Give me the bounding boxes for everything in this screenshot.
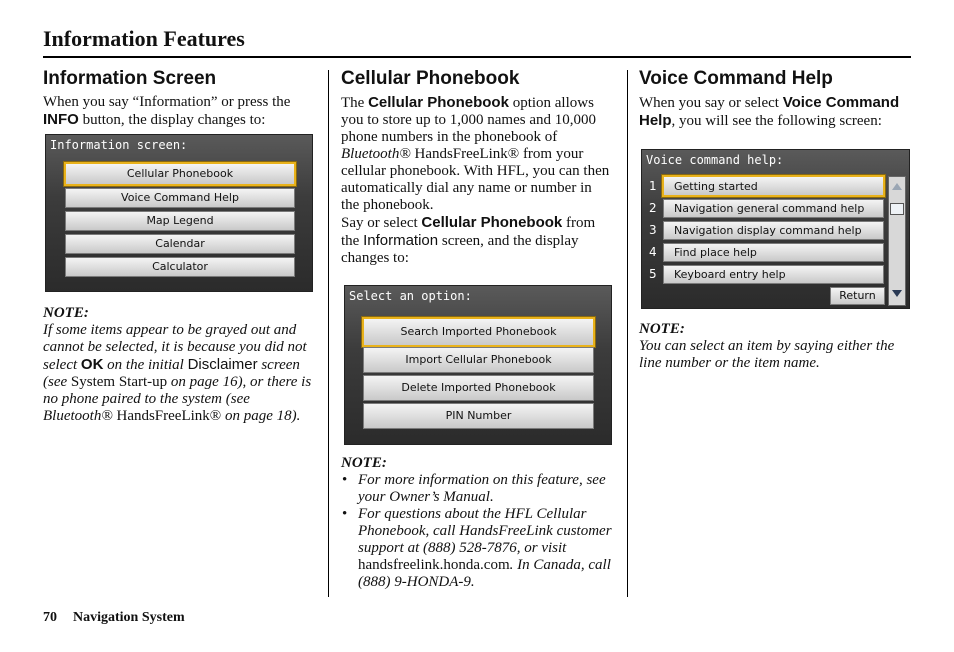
scroll-down-icon[interactable] xyxy=(892,290,902,297)
body-paragraph: When you say or select Voice Command Help, you will see the following screen: xyxy=(639,94,900,129)
line-number: 5 xyxy=(649,267,657,281)
information-screen-image xyxy=(45,134,313,292)
title-rule xyxy=(43,56,911,58)
column-voice-command-help xyxy=(639,68,911,130)
section-heading: Information Screen xyxy=(43,68,217,89)
note-block-1 xyxy=(43,305,318,425)
note-item: • For more information on this feature, see your Owner’s Manual. xyxy=(341,472,613,506)
footer-label: Navigation System xyxy=(73,610,185,625)
line-number: 1 xyxy=(649,179,657,193)
option-pin-number[interactable]: PIN Number xyxy=(363,403,594,429)
column-information-screen xyxy=(43,68,318,129)
section-heading: Cellular Phonebook xyxy=(341,68,520,89)
column-divider-1 xyxy=(328,70,329,597)
help-item-getting-started[interactable]: Getting started xyxy=(662,175,885,197)
screen-header: Select an option: xyxy=(349,289,472,303)
body-paragraph: Say or select Cellular Phonebook from the Information screen, and the display changes to: xyxy=(341,214,596,266)
note-text: You can select an item by saying either the line number or the item name. xyxy=(639,338,895,371)
menu-item-map-legend[interactable]: Map Legend xyxy=(65,211,295,231)
scroll-thumb[interactable] xyxy=(890,203,904,215)
voice-command-help-screen-image xyxy=(641,149,910,309)
note-heading: NOTE: xyxy=(639,321,685,337)
section-heading: Voice Command Help xyxy=(639,68,833,89)
option-import-cellular-phonebook[interactable]: Import Cellular Phonebook xyxy=(363,347,594,373)
help-item-find-place[interactable]: Find place help xyxy=(663,243,884,262)
note-heading: NOTE: xyxy=(341,455,387,471)
return-button[interactable]: Return xyxy=(830,287,885,305)
scroll-up-icon[interactable] xyxy=(892,183,902,190)
line-number: 3 xyxy=(649,223,657,237)
column-cellular-phonebook xyxy=(341,68,613,267)
note-text: If some items appear to be grayed out and cannot be selected, it is because you did not select OK on the initial Disclaimer screen (see System Start-up on page 16), or there is no phone paired to the system (see Bluetooth® HandsFreeLink® on page 18). xyxy=(43,322,312,424)
scrollbar-track[interactable] xyxy=(888,176,906,306)
body-paragraph: The Cellular Phonebook option allows you to store up to 1,000 names and 10,000 phone numbers in the phonebook of Bluetooth® HandsFreeLink® from your cellular phonebook. With HFL, you can then automatically dial any name or number in the phonebook. xyxy=(341,94,610,213)
note-heading: NOTE: xyxy=(43,305,89,321)
note-block-2 xyxy=(341,455,613,591)
menu-item-calendar[interactable]: Calendar xyxy=(65,234,295,254)
menu-item-voice-command-help[interactable]: Voice Command Help xyxy=(65,188,295,208)
note-item: • For questions about the HFL Cellular Phonebook, call HandsFreeLink customer support at (888) 528-7876, or visit handsfreelink.honda.com. In Canada, call (888) 9-HONDA-9. xyxy=(341,506,613,591)
help-item-keyboard-entry[interactable]: Keyboard entry help xyxy=(663,265,884,284)
menu-item-calculator[interactable]: Calculator xyxy=(65,257,295,277)
intro-paragraph: When you say “Information” or press the INFO button, the display changes to: xyxy=(43,94,291,128)
help-item-navigation-display[interactable]: Navigation display command help xyxy=(663,221,884,240)
line-number: 4 xyxy=(649,245,657,259)
column-divider-2 xyxy=(627,70,628,597)
note-block-3 xyxy=(639,321,911,372)
page-footer xyxy=(43,610,201,626)
page-number: 70 xyxy=(43,610,57,625)
help-item-navigation-general[interactable]: Navigation general command help xyxy=(663,199,884,218)
screen-header: Voice command help: xyxy=(646,153,784,167)
page-title: Information Features xyxy=(43,26,245,51)
option-search-imported-phonebook[interactable]: Search Imported Phonebook xyxy=(362,317,595,347)
screen-header: Information screen: xyxy=(50,138,188,152)
option-delete-imported-phonebook[interactable]: Delete Imported Phonebook xyxy=(363,375,594,401)
hfl-url: handsfreelink.honda.com xyxy=(358,557,510,573)
line-number: 2 xyxy=(649,201,657,215)
select-option-screen-image xyxy=(344,285,612,445)
note-list xyxy=(341,472,613,591)
info-key: INFO xyxy=(43,111,79,128)
menu-item-cellular-phonebook[interactable]: Cellular Phonebook xyxy=(64,162,296,186)
